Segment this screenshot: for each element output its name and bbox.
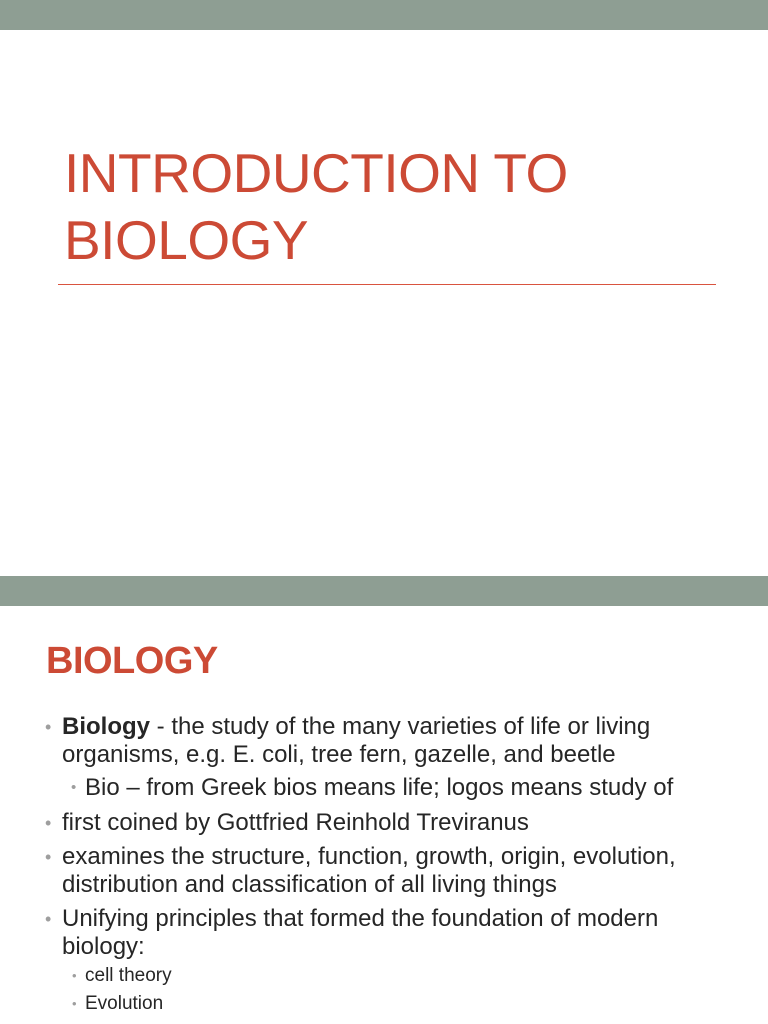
bullet-icon: • [45, 717, 52, 737]
sub-bullet-item [72, 964, 172, 988]
content-slide [0, 576, 768, 1024]
slide-title-line-1: INTRODUCTION TO [64, 142, 568, 204]
sub-bullet-item [71, 774, 674, 802]
slide-title-line-2: BIOLOGY [64, 209, 309, 271]
bullet-text: Bio – from Greek bios means life; logos means study of [85, 774, 674, 801]
bullet-continuation: organisms, e.g. E. coli, tree fern, gazelle, and beetle [62, 741, 616, 768]
slide-header-band [0, 0, 768, 30]
bullet-icon: • [72, 996, 77, 1011]
bullet-term: Biology [62, 713, 150, 740]
bullet-text: first coined by Gottfried Reinhold Treviranus [62, 809, 529, 836]
bullet-continuation: biology: [62, 933, 145, 960]
slide-header-band [0, 576, 768, 606]
bullet-item [45, 843, 676, 899]
slide-title [64, 140, 568, 274]
bullet-item [45, 905, 659, 961]
bullet-icon: • [45, 813, 52, 833]
bullet-item [45, 809, 529, 837]
bullet-text: examines the structure, function, growth, origin, evolution, [62, 843, 676, 870]
bullet-continuation: distribution and classification of all living things [62, 871, 557, 898]
bullet-icon: • [45, 909, 52, 929]
bullet-item [45, 713, 651, 769]
sub-bullet-item [72, 992, 164, 1016]
bullet-icon: • [71, 779, 77, 796]
section-heading: BIOLOGY [46, 640, 218, 682]
bullet-text: cell theory [85, 965, 172, 986]
bullet-text: Unifying principles that formed the foundation of modern [62, 905, 659, 932]
bullet-text: - the study of the many varieties of life or living [150, 713, 651, 740]
bullet-icon: • [72, 968, 77, 983]
bullet-text: Evolution [85, 993, 164, 1014]
bullet-icon: • [45, 847, 52, 867]
title-divider [58, 284, 716, 285]
